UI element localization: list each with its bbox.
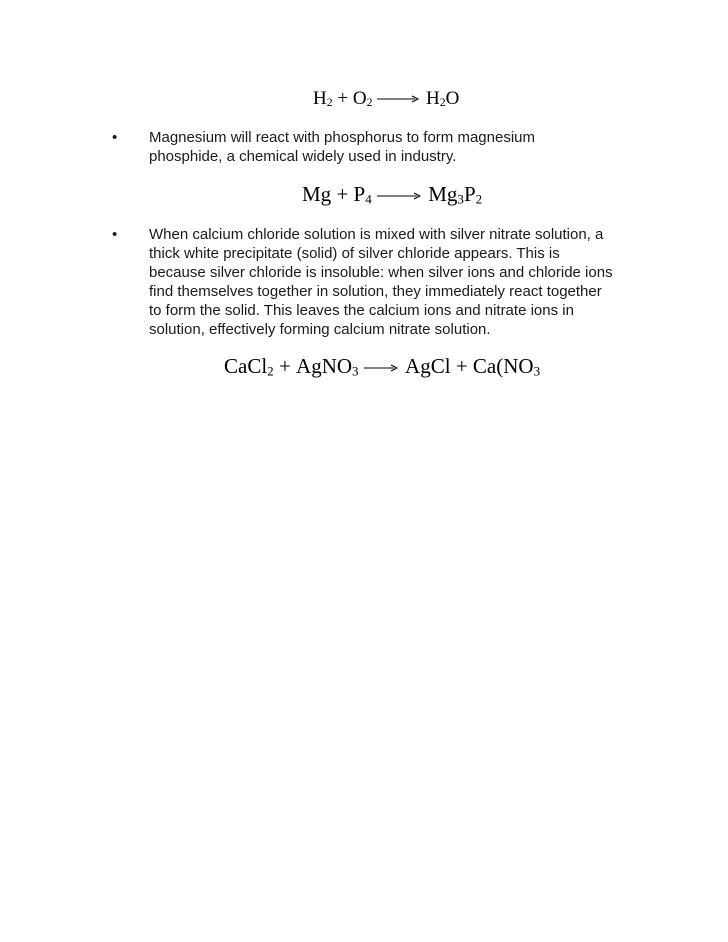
text-line: because silver chloride is insoluble: when silver ions and chloride ions [149, 264, 613, 281]
text-line: When calcium chloride solution is mixed with silver nitrate solution, a [149, 226, 604, 243]
reaction-arrow-icon [364, 363, 400, 373]
product-calcium-nitrate: $Ca(NO_3$ [472, 354, 541, 379]
plus-sign: + [455, 354, 468, 378]
reactant-hydrogen: $H_2$ [313, 88, 333, 110]
bullet-text [149, 225, 632, 339]
reactant-oxygen: $O_2$ [352, 88, 373, 110]
bullet-text [149, 128, 632, 166]
reaction-arrow-icon [377, 94, 421, 104]
product-silver-chloride: AgCl [405, 354, 451, 378]
reactant-magnesium: Mg [302, 182, 332, 206]
reactant-phosphorus: $P_4$ [353, 182, 372, 207]
plus-sign: + [337, 88, 349, 109]
bullet-marker: • [112, 226, 118, 243]
text-line: Magnesium will react with phosphorus to form magnesium [149, 129, 535, 146]
text-line: to form the solid. This leaves the calcium ions and nitrate ions in [149, 302, 574, 319]
text-line: solution, effectively forming calcium nitrate solution. [149, 321, 491, 338]
text-line: phosphide, a chemical widely used in industry. [149, 148, 457, 165]
plus-sign: + [278, 354, 291, 378]
reactant-silver-nitrate: AgNO$_3$ [296, 354, 359, 379]
equation-water [313, 89, 459, 108]
plus-sign: + [336, 182, 349, 206]
reaction-arrow-icon [377, 191, 423, 201]
equation-magnesium-phosphide [302, 184, 482, 205]
bullet-calcium [112, 225, 632, 345]
equation-silver-chloride [224, 356, 540, 377]
product-magnesium-phosphide: $Mg_3P_2$ [428, 182, 483, 207]
product-water: $H_2O$ [425, 88, 460, 110]
reactant-calcium-chloride: CaCl$_2$ [224, 354, 274, 379]
text-line: find themselves together in solution, they immediately react together [149, 283, 602, 300]
bullet-magnesium [112, 128, 632, 168]
bullet-marker: • [112, 129, 118, 146]
text-line: thick white precipitate (solid) of silver chloride appears. This is [149, 245, 560, 262]
